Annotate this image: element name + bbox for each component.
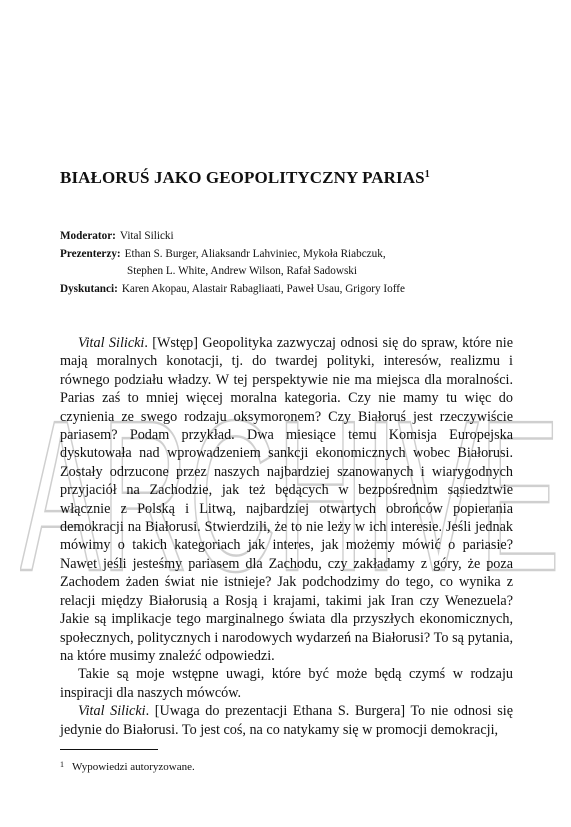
- presenters-line-2: Stephen L. White, Andrew Wilson, Rafał Sadowski: [127, 265, 358, 277]
- presenters-line-1: Ethan S. Burger, Aliaksandr Lahviniec, Mykoła Riabczuk,: [124, 247, 386, 260]
- moderator-row: [60, 228, 520, 246]
- discussants-names: Karen Akopau, Alastair Rabagliaati, Paweł Usau, Grigory Ioffe: [121, 282, 405, 295]
- presenters-row: [60, 246, 520, 264]
- footnote-text: Wypowiedzi autoryzowane.: [72, 761, 195, 773]
- paragraph-3: [60, 702, 513, 739]
- title-text: BIAŁORUŚ JAKO GEOPOLITYCZNY PARIAS: [60, 168, 425, 187]
- moderator-name: Vital Silicki: [119, 230, 174, 242]
- article-body: [60, 334, 513, 739]
- moderator-label: Moderator:: [60, 230, 116, 242]
- footnote-divider: [60, 749, 158, 750]
- participants-block: [60, 228, 520, 298]
- paragraph-2: Takie są moje wstępne uwagi, które być może będą czymś w rodzaju inspiracji dla naszych mówców.: [60, 666, 513, 701]
- discussants-label: Dyskutanci:: [60, 282, 118, 295]
- footnote-mark: 1: [60, 760, 64, 769]
- speaker-name: Vital Silicki: [78, 335, 145, 351]
- speaker-name: Vital Silicki: [78, 703, 146, 720]
- article-title: [60, 168, 520, 188]
- presenters-label: Prezenterzy:: [60, 247, 121, 260]
- title-footnote-mark: 1: [424, 169, 430, 180]
- watermark-text: ARCHIVE: [20, 375, 560, 616]
- footnote: [60, 758, 520, 774]
- paragraph-1: [60, 334, 513, 665]
- paragraph-3-text: . [Uwaga do prezentacji Ethana S. Burgera] To nie odnosi się jedynie do Białorusi. To jest coś, na co natykamy się w promocji demokracji,: [60, 703, 513, 738]
- discussants-row: [60, 281, 520, 299]
- paragraph-1-text: . [Wstęp] Geopolityka zazwyczaj odnosi się do spraw, które nie mają moralnych konotacji, tj. do twardej polityki, interesów, realizmu i równego podziału władzy. W tej perspektywie nie ma miejsca dla moralności. Parias zaś to mniej więcej moralna kategoria. Czy nie mamy tu więc do czynienia ze swego rodzaju oksymoronem? Czy Białoruś jest rzeczywiście pariasem? Podam przykład. Dwa miesiące temu Komisja Europejska dyskutowała nad wprowadzeniem sankcji ekonomicznych wobec Białorusi. Zostały odrzucone przez naszych najbardziej szanowanych i wiarygodnych przyjaciół na Zachodzie, jak też będących w bezpośrednim sąsiedztwie włącznie z Polską i Litwą, najbardziej otwartych obrońców popierania demokracji na Białorusi. Stwierdzili, że to nie leży w ich interesie. Jeśli jednak mówimy o takich kategoriach jak interes, jak możemy mówić o pariasie? Nawet jeśli jesteśmy pariasem dla Zachodu, czy zakładamy z góry, że poza Zachodem żaden świat nie istnieje? Jak podchodzimy do tego, co wynika z relacji między Białorusią a Rosją i krajami, takimi jak Iran czy Wenezuela? Jakie są implikacje tego marginalnego świata dla przyszłych ekonomicznych, społecznych, politycznych i narodowych wydarzeń na Białorusi? To są pytania, na które musimy znaleźć odpowiedzi.: [60, 335, 513, 664]
